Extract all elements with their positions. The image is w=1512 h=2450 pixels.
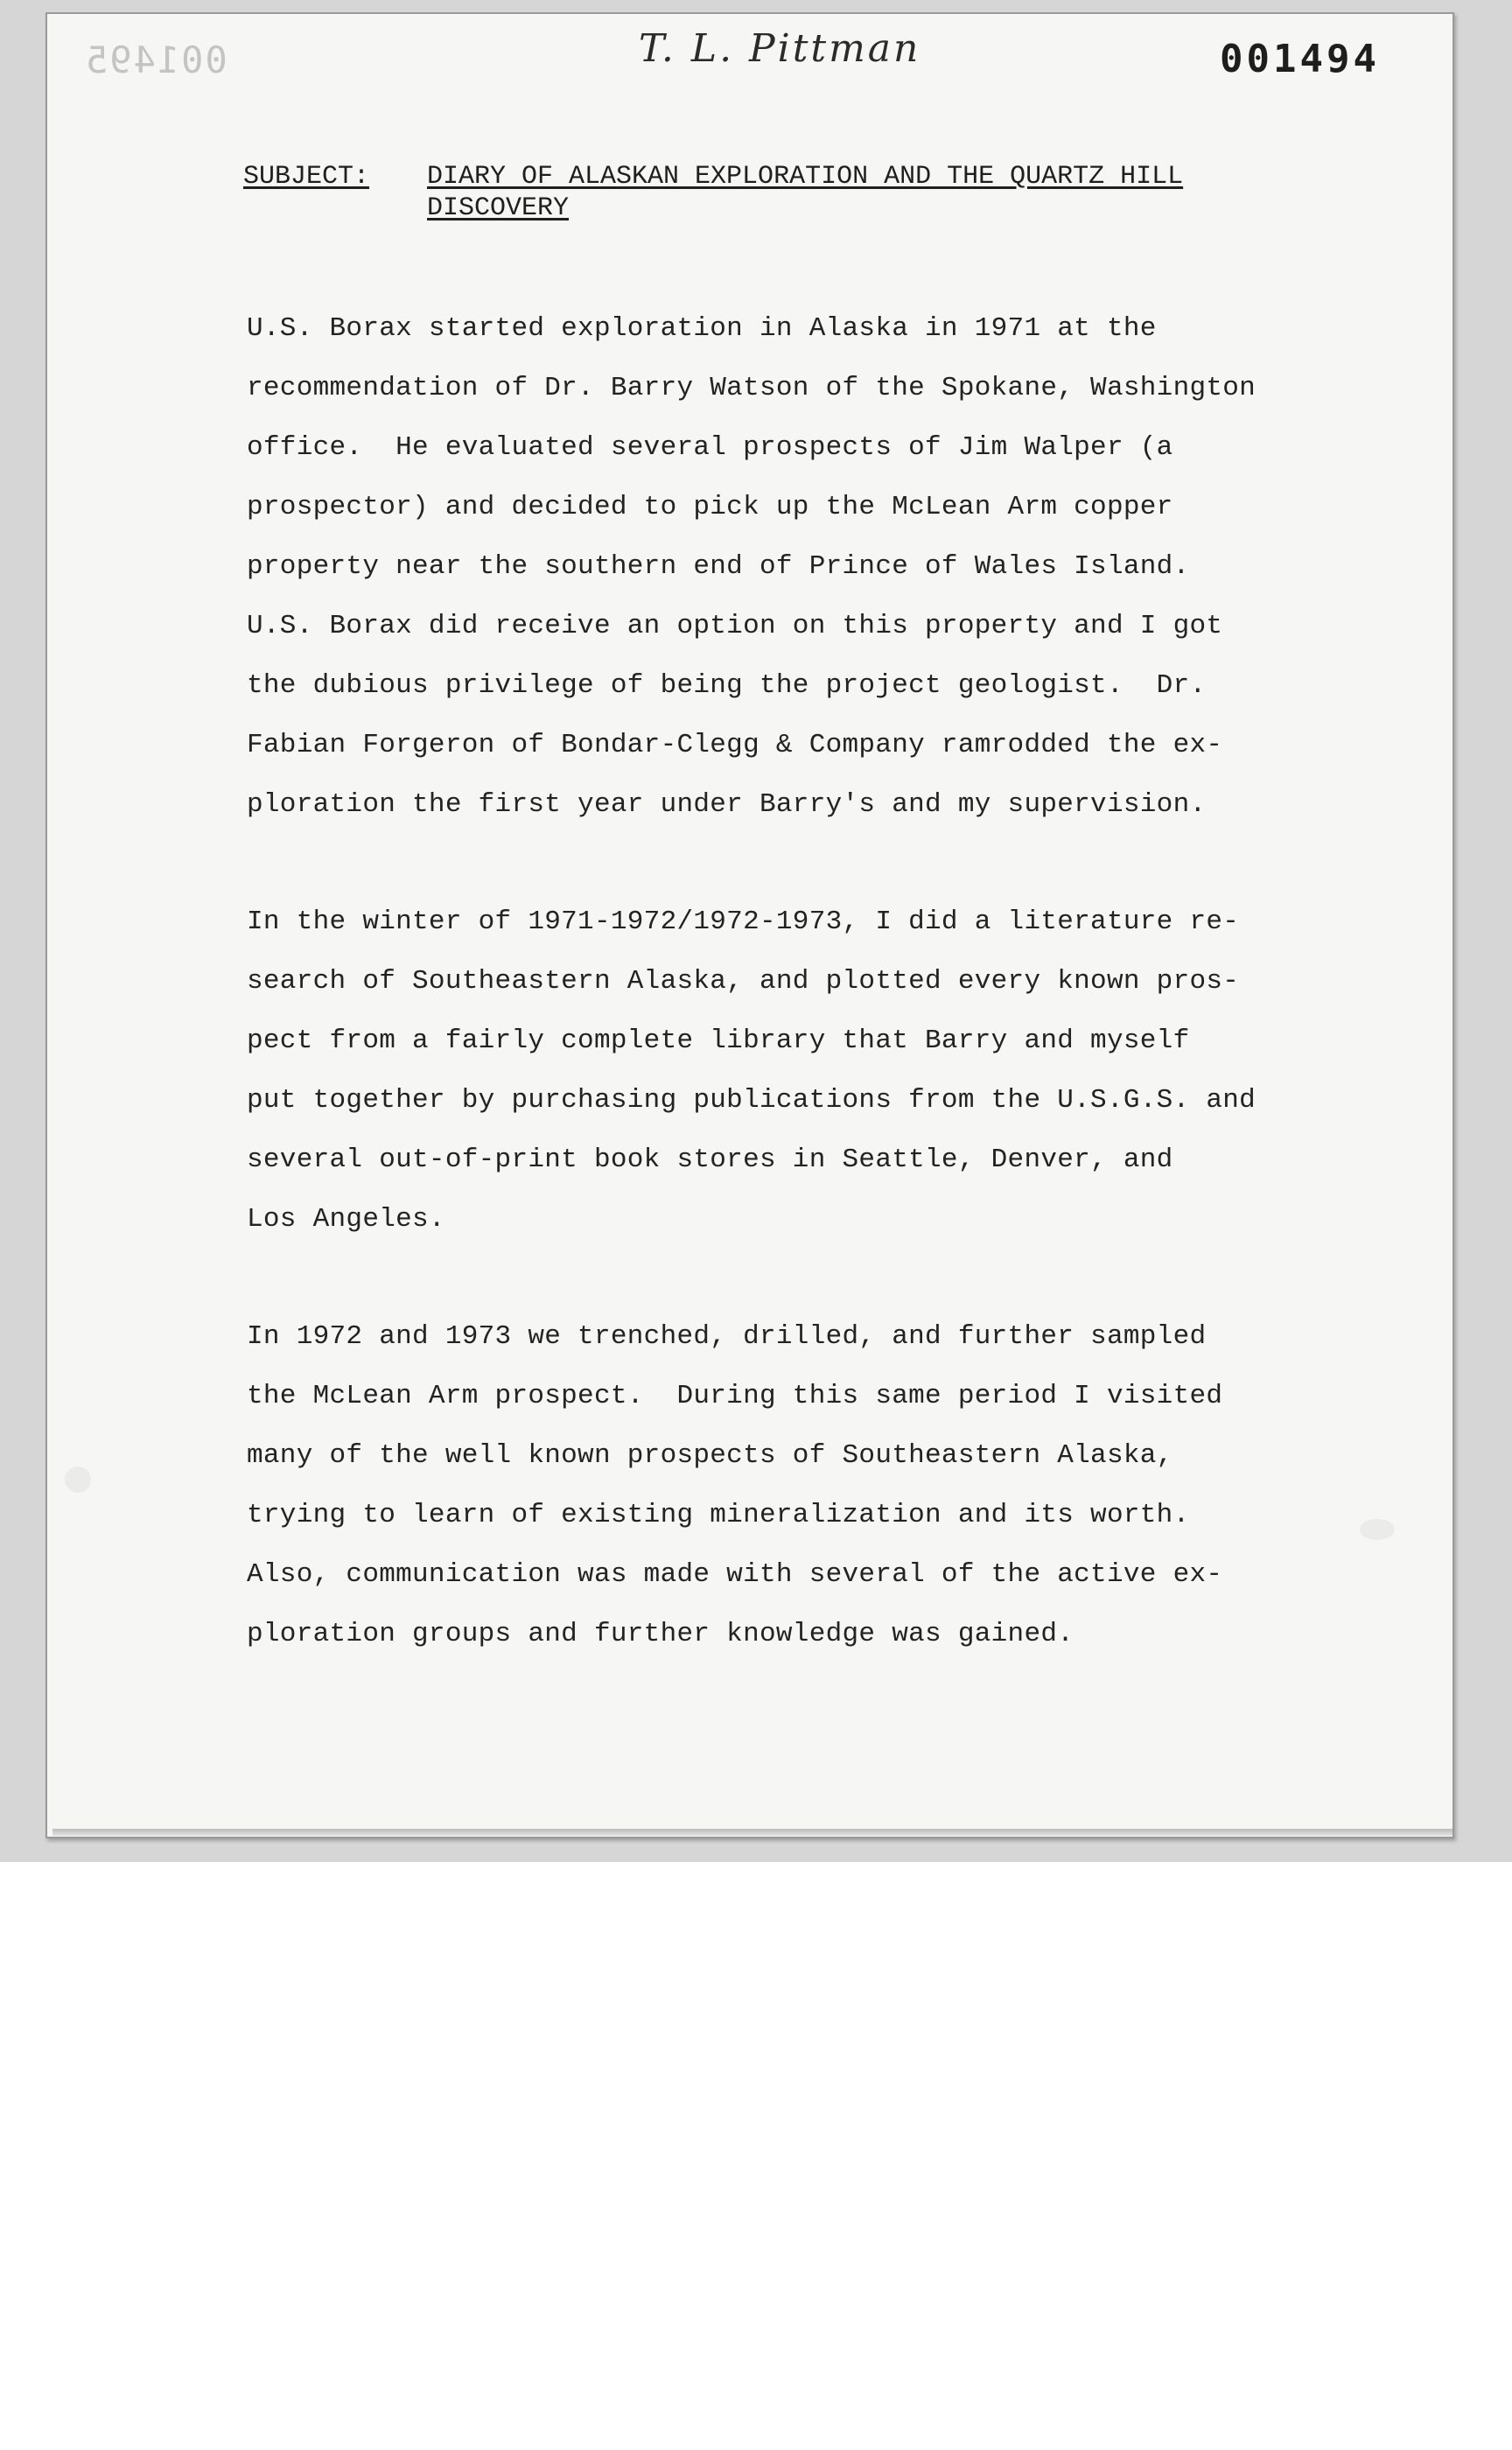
author-signature: T. L. Pittman	[639, 26, 921, 71]
subject-title-line: DIARY OF ALASKAN EXPLORATION AND THE QUARTZ HILL	[427, 162, 1184, 192]
text-line: search of Southeastern Alaska, and plotted every known pros-	[247, 966, 1240, 997]
text-line: ploration groups and further knowledge was gained.	[247, 1619, 1074, 1649]
paragraph-1	[247, 299, 1384, 835]
text-line: pect from a fairly complete library that Barry and myself	[247, 1026, 1190, 1056]
text-line: Los Angeles.	[247, 1204, 445, 1235]
text-line: several out-of-print book stores in Seattle, Denver, and	[247, 1144, 1173, 1175]
text-line: the McLean Arm prospect. During this same period I visited	[247, 1381, 1223, 1411]
subject-label: SUBJECT:	[243, 162, 370, 192]
document-number: 001494	[1220, 37, 1380, 81]
scan-smudge	[65, 1466, 91, 1493]
paper-edge	[52, 1829, 1452, 1836]
text-line: prospector) and decided to pick up the McLean Arm copper	[247, 492, 1173, 522]
text-line: Fabian Forgeron of Bondar-Clegg & Company ramrodded the ex-	[247, 730, 1223, 760]
text-line: In the winter of 1971-1972/1972-1973, I did a literature re-	[247, 906, 1240, 937]
text-line: office. He evaluated several prospects of Jim Walper (a	[247, 432, 1173, 463]
faded-stamp-mirror: 001495	[84, 38, 228, 81]
paragraph-2	[247, 892, 1384, 1250]
subject-title-line: DISCOVERY	[427, 193, 570, 223]
text-line: In 1972 and 1973 we trenched, drilled, and further sampled	[247, 1321, 1207, 1352]
text-line: trying to learn of existing mineralization and its worth.	[247, 1500, 1190, 1530]
text-line: the dubious privilege of being the project geologist. Dr.	[247, 670, 1207, 701]
text-line: recommendation of Dr. Barry Watson of the Spokane, Washington	[247, 373, 1256, 403]
text-line: Also, communication was made with several of the active ex-	[247, 1559, 1223, 1590]
text-line: put together by purchasing publications from the U.S.G.S. and	[247, 1085, 1256, 1116]
text-line: property near the southern end of Prince of Wales Island.	[247, 551, 1190, 582]
paragraph-3	[247, 1307, 1384, 1664]
text-line: ploration the first year under Barry's and my supervision.	[247, 789, 1207, 820]
text-line: U.S. Borax did receive an option on this property and I got	[247, 611, 1223, 641]
subject-title	[427, 161, 1302, 224]
text-line: U.S. Borax started exploration in Alaska in 1971 at the	[247, 313, 1157, 344]
text-line: many of the well known prospects of Southeastern Alaska,	[247, 1440, 1173, 1471]
